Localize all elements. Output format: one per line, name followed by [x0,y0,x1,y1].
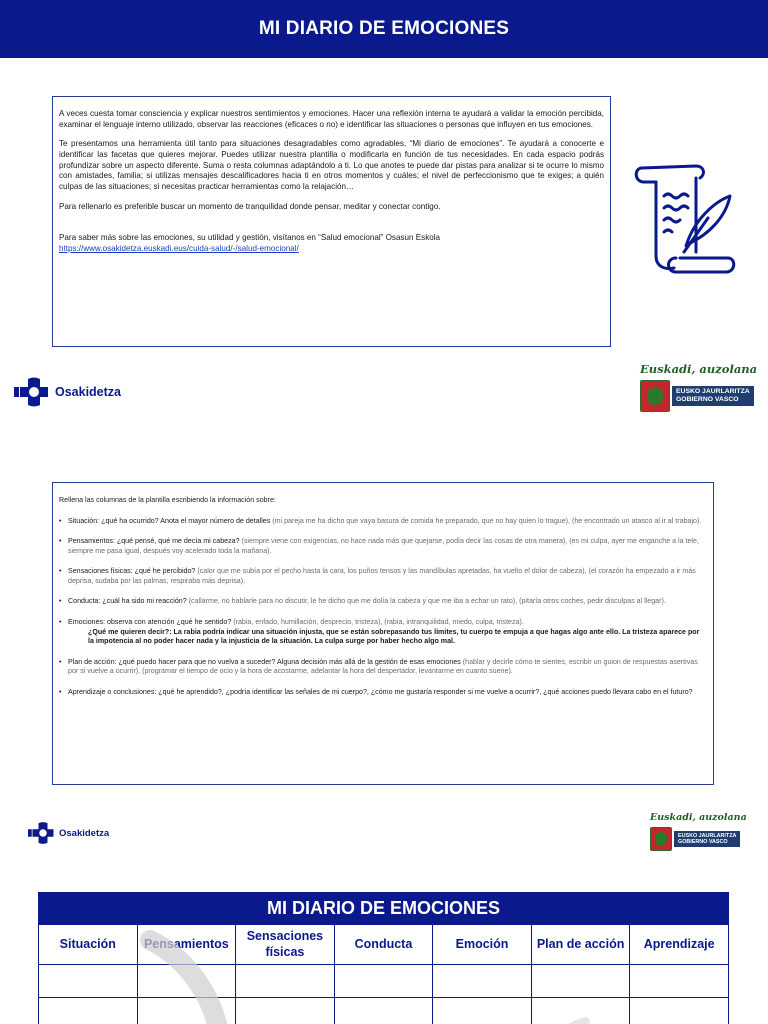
basque-government-logo-2 [650,812,747,851]
table-cell[interactable] [334,965,433,998]
diary-table-title: MI DIARIO DE EMOCIONES [38,892,729,924]
table-cell[interactable] [531,998,630,1024]
emotion-meaning-text: ¿Qué me quieren decir?: La rabia podría indicar una situación injusta, que se están sobrepasando tus límites, tu cuerpo te empuja a que hagas algo ante ello. La tristeza aparece por la impotencia al no poder hacer nada y la injusticia de la situación. La culpa surge por haber hecho algo mal. [88,627,700,646]
scroll-quill-icon [630,160,742,282]
osakidetza-logo-2 [28,818,109,848]
diary-header-row [39,925,729,965]
osakidetza-wordmark: Osakidetza [59,827,110,839]
coat-of-arms-icon [640,380,670,412]
instructions-box [52,482,714,785]
intro-paragraph-1: A veces cuesta tomar consciencia y explicar nuestros sentimientos y emociones. Hacer una reflexión interna te ayudará a validar la emoción percibida, examinar el lenguaje interno utilizado, observar las reacciones (eficaces o no) e identificar las situaciones o personas que influyen en tus emociones. [59,109,604,129]
instructions-list [59,517,706,698]
osakidetza-logo [14,372,121,412]
table-cell[interactable] [39,965,138,998]
table-cell[interactable] [137,998,236,1024]
gov-name-spanish: GOBIERNO VASCO [676,396,739,403]
coat-of-arms-icon [650,827,672,851]
instruction-item-aprendizaje: • Aprendizaje o conclusiones: ¿qué he aprendido?, ¿podría identificar las señales de mi cuerpo?, ¿cómo me gustaría responder si me vuelve a ocurrir?, ¿qué acciones puedo llevara cabo en el futuro? [59,688,706,698]
table-cell[interactable] [630,998,729,1024]
column-header-emocion: Emoción [433,925,532,965]
column-header-situacion: Situación [39,925,138,965]
table-cell[interactable] [433,998,532,1024]
top-banner [0,0,768,58]
intro-paragraph-4 [59,233,604,254]
gov-name-spanish: GOBIERNO VASCO [678,839,728,845]
osakidetza-wordmark: Osakidetza [55,385,122,399]
table-cell[interactable] [630,965,729,998]
table-cell[interactable] [39,998,138,1024]
column-header-conducta: Conducta [334,925,433,965]
euskadi-auzolana-text: Euskadi, auzolana [640,362,758,376]
instruction-item-conducta: • Conducta: ¿cuál ha sido mi reacción? (callarme, no hablarle para no discutir, le he dicho que me dolía la cabeza y que me iba a echar un rato), (pitaría otros coches, pedir disculpas al llegar). [59,597,706,607]
table-cell[interactable] [236,998,335,1024]
column-header-pensamientos: Pensamientos [137,925,236,965]
instruction-item-situacion: • Situación: ¿qué ha ocurrido? Anota el mayor número de detalles (mi pareja me ha dicho que vaya basura de comida he preparado, que no hay quien lo trague), (he encontrado un atasco al ir al trabajo). [59,517,706,527]
basque-government-logo [640,362,757,412]
emotion-diary-table [38,892,729,1024]
intro-paragraph-3: Para rellenarlo es preferible buscar un momento de tranquilidad donde pensar, meditar y conectar contigo. [59,201,441,211]
diary-grid [38,924,729,1024]
gobierno-vasco-badge [650,827,747,851]
page-title: MI DIARIO DE EMOCIONES [258,18,510,39]
instruction-item-pensamientos: • Pensamientos: ¿qué pensé, qué me decía mi cabeza? (siempre viene con exigencias, no hace nada más que quejarse, podía decir las cosas de otra manera), (es mi culpa, ayer me enganche a la tele, siempre me pasa igual, después voy acelerado toda la mañana). [59,537,706,556]
table-cell[interactable] [137,965,236,998]
table-cell[interactable] [531,965,630,998]
gov-name-basque: EUSKO JAURLARITZA [676,388,750,396]
gobierno-vasco-badge [640,380,757,412]
column-header-sensaciones: Sensaciones físicas [236,925,335,965]
instruction-item-emociones: • Emociones: observa con atención ¿qué he sentido? (rabia, enfado, humillación, desprecio, tristeza), (rabia, intranquilidad, miedo, culpa, tristeza). ¿Qué me quieren decir?: La rabia podría indicar una situación injusta, que se están sobrepasando tus límites, tu cuerpo te empuja a que hagas algo ante ello. La tristeza aparece por la impotencia al no poder hacer nada y la injusticia de la situación. La culpa surge por haber hecho algo mal. [59,618,706,647]
intro-box [52,96,611,347]
table-row [39,965,729,998]
intro-more-info-text: Para saber más sobre las emociones, su utilidad y gestión, visítanos en “Salud emocional” Osasun Eskola [59,233,441,243]
salud-emocional-link[interactable]: https://www.osakidetza.euskadi.eus/cuida-salud/-/salud-emocional/ [59,244,299,254]
table-row [39,998,729,1024]
instruction-item-sensaciones: • Sensaciones físicas: ¿qué he percibido? (calor que me subía por el pecho hasta la cara, los puños tensos y las mandíbulas apretadas, ha vuelto el dolor de cabeza), (el corazón ha empezado a ir más deprisa, sudaba por las palmas, respiraba más deprisa). [59,567,706,586]
column-header-plan: Plan de acción [531,925,630,965]
table-cell[interactable] [236,965,335,998]
table-cell[interactable] [334,998,433,1024]
euskadi-auzolana-text: Euskadi, auzolana [650,812,747,823]
gov-name-basque: EUSKO JAURLARITZA [678,832,737,839]
instruction-item-plan: • Plan de acción: ¿qué puedo hacer para que no vuelva a suceder? Alguna decisión más allá de la gestión de esas emociones (hablar y decirle cómo te sientes, escribir un guion de respuestas asertivas por si vuelve a ocurrir), (programar el tiempo de ocio y la hora de acostarme, adelantar la hora del despertador, levantarme en cuanto suene). [59,658,706,677]
column-header-aprendizaje: Aprendizaje [630,925,729,965]
table-cell[interactable] [433,965,532,998]
osakidetza-mark-icon [14,372,54,412]
instructions-lead: Rellena las columnas de la plantilla escribiendo la información sobre: [59,496,276,504]
osakidetza-mark-icon [28,818,58,848]
intro-paragraph-2: Te presentamos una herramienta útil tanto para situaciones desagradables como agradables, “Mi diario de emociones”. Te ayudará a conocerte e identificar las facetas que quieres mejorar. Puedes utilizar nuestra plantilla o modificarla en función de tus necesidades. En cada espacio podrás profundizar sobre un aspecto diferente. Suma o resta columnas adaptándolo a ti. Lo que anotes te puede dar pistas para analizar si te ocurre lo mismo con amistades, familia; si utilizas mensajes descalificadores hacia ti en otros momentos y cuáles; el nivel de perfeccionismo que te exiges; a quién culpas de las situaciones; si necesitas practicar herramientas como la relajación… [59,139,604,192]
